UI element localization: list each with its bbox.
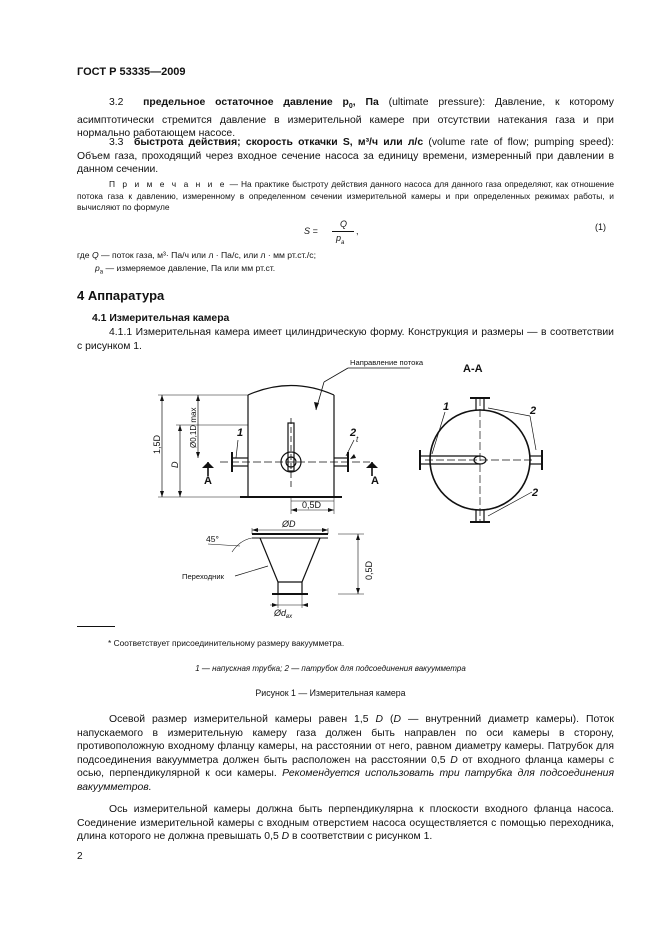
term: предельное остаточное давление p	[143, 97, 349, 108]
term: быстрота действия; скорость откачки S, м³/ч или л/с	[133, 137, 424, 148]
figure-caption: Рисунок 1 — Измерительная камера	[255, 688, 406, 698]
definition: (volume rate of flow; pumping speed): Объем газа, проходящий через входное сечение насоса за единицу времени, измеренный при давлении в данном сечении.	[77, 137, 614, 175]
equation-number: (1)	[595, 222, 606, 232]
document-header: ГОСТ Р 53335—2009	[77, 66, 186, 78]
dim-0-5d-vertical: 0,5D	[364, 560, 374, 580]
label-2: 2	[350, 427, 357, 439]
clause-3-3	[77, 136, 614, 177]
figure-measuring-chamber	[140, 358, 560, 620]
figure-legend: 1 — напускная трубка; 2 — патрубок для подсоединения вакуумметра	[195, 664, 466, 673]
dim-45-deg: 45°	[206, 534, 219, 544]
dim-od: ØD	[282, 519, 296, 529]
paragraph-chamber-axis: Ось измерительной камеры должна быть перпендикулярна к плоскости входного фланца насоса. Соединение измерительной камеры с входным отверстием насоса осуществляется с помощью переходника, длина которого не должна превышать 0,5 D в соответствии с рисунком 1.	[77, 804, 614, 842]
formula-numerator: Q	[340, 219, 348, 229]
dim-0-1d-max: Ø0,1D max	[189, 407, 198, 448]
label-section-a-right: А	[371, 475, 379, 487]
label-flow-direction: Направление потока	[350, 358, 424, 367]
term-subscript: 0	[348, 103, 353, 111]
dim-0-5d: 0,5D	[302, 500, 322, 510]
section-4-heading: 4 Аппаратура	[77, 288, 165, 303]
subsection-4-1-heading: 4.1 Измерительная камера	[92, 313, 230, 324]
dim-td: t	[356, 435, 359, 444]
formula-comma: ,	[356, 226, 359, 236]
definition: (ultimate pressure): Давление, к которому асимптотически стремится давление в измерительной камере при отсутствии натекания газа и при нормально работающем насосе.	[77, 97, 614, 140]
dim-d: D	[170, 461, 180, 468]
page-number: 2	[77, 851, 83, 862]
formula-lhs: S =	[304, 226, 318, 236]
label-section-aa: А-А	[463, 363, 483, 375]
where-line-2: $p_a$ — измеряемое давление, Па или мм рт.ст.	[95, 263, 276, 276]
label-section-a-left: А	[204, 475, 212, 487]
clause-3-2	[77, 96, 614, 141]
clause-number: 3.2	[109, 97, 124, 108]
dim-1-5d: 1,5D	[152, 434, 162, 454]
label-transition-piece: Переходник	[182, 572, 224, 581]
label-1-section: 1	[443, 401, 450, 413]
label-2-section-top: 2	[530, 405, 537, 417]
footnote-rule	[77, 626, 115, 627]
fraction-bar	[332, 231, 354, 232]
formula-denominator: $p_a$	[336, 233, 345, 246]
dim-d-inlet: $Ød_{вх}$	[274, 608, 293, 620]
formula	[304, 219, 384, 247]
label-1: 1	[237, 427, 244, 439]
paragraph-axial-size: Осевой размер измерительной камеры равен 1,5 D (D — внутренний диаметр камеры). Поток напускаемого в измерительную камеру газа должен быть направлен по оси камеры в сторону, противоположную входному фланцу камеры, на расстоянии от него, равном диаметру камеры. Патрубок для подсоединения вакуумметра должен быть расположен на расстоянии 0,5 D от входного фланца камеры с осью, перпендикулярной к оси камеры. Рекомендуется использовать три патрубка для подсоединения вакуумметров.	[77, 714, 614, 793]
clause-number: 3.3	[109, 137, 124, 148]
where-line-1: где Q — поток газа, м³· Па/ч или л · Па/с, или л · мм рт.ст./с;	[77, 250, 316, 260]
term-unit: , Па	[352, 97, 379, 108]
note-text: — На практике быстроту действия данного насоса для данного газа определяют, как отношение потока газа к давлению, измеренному в определенном сечении измерительной камеры и при определенных режимах работы, и вычисляют по формуле	[77, 179, 615, 212]
note	[77, 179, 614, 214]
footnote: * Соответствует присоединительному размеру вакуумметра.	[108, 638, 345, 648]
note-label: П р и м е ч а н и е	[109, 179, 227, 189]
label-2-section-bottom: 2	[532, 487, 539, 499]
clause-4-1-1: 4.1.1 Измерительная камера имеет цилиндрическую форму. Конструкция и размеры — в соответствии с рисунком 1.	[77, 327, 614, 352]
